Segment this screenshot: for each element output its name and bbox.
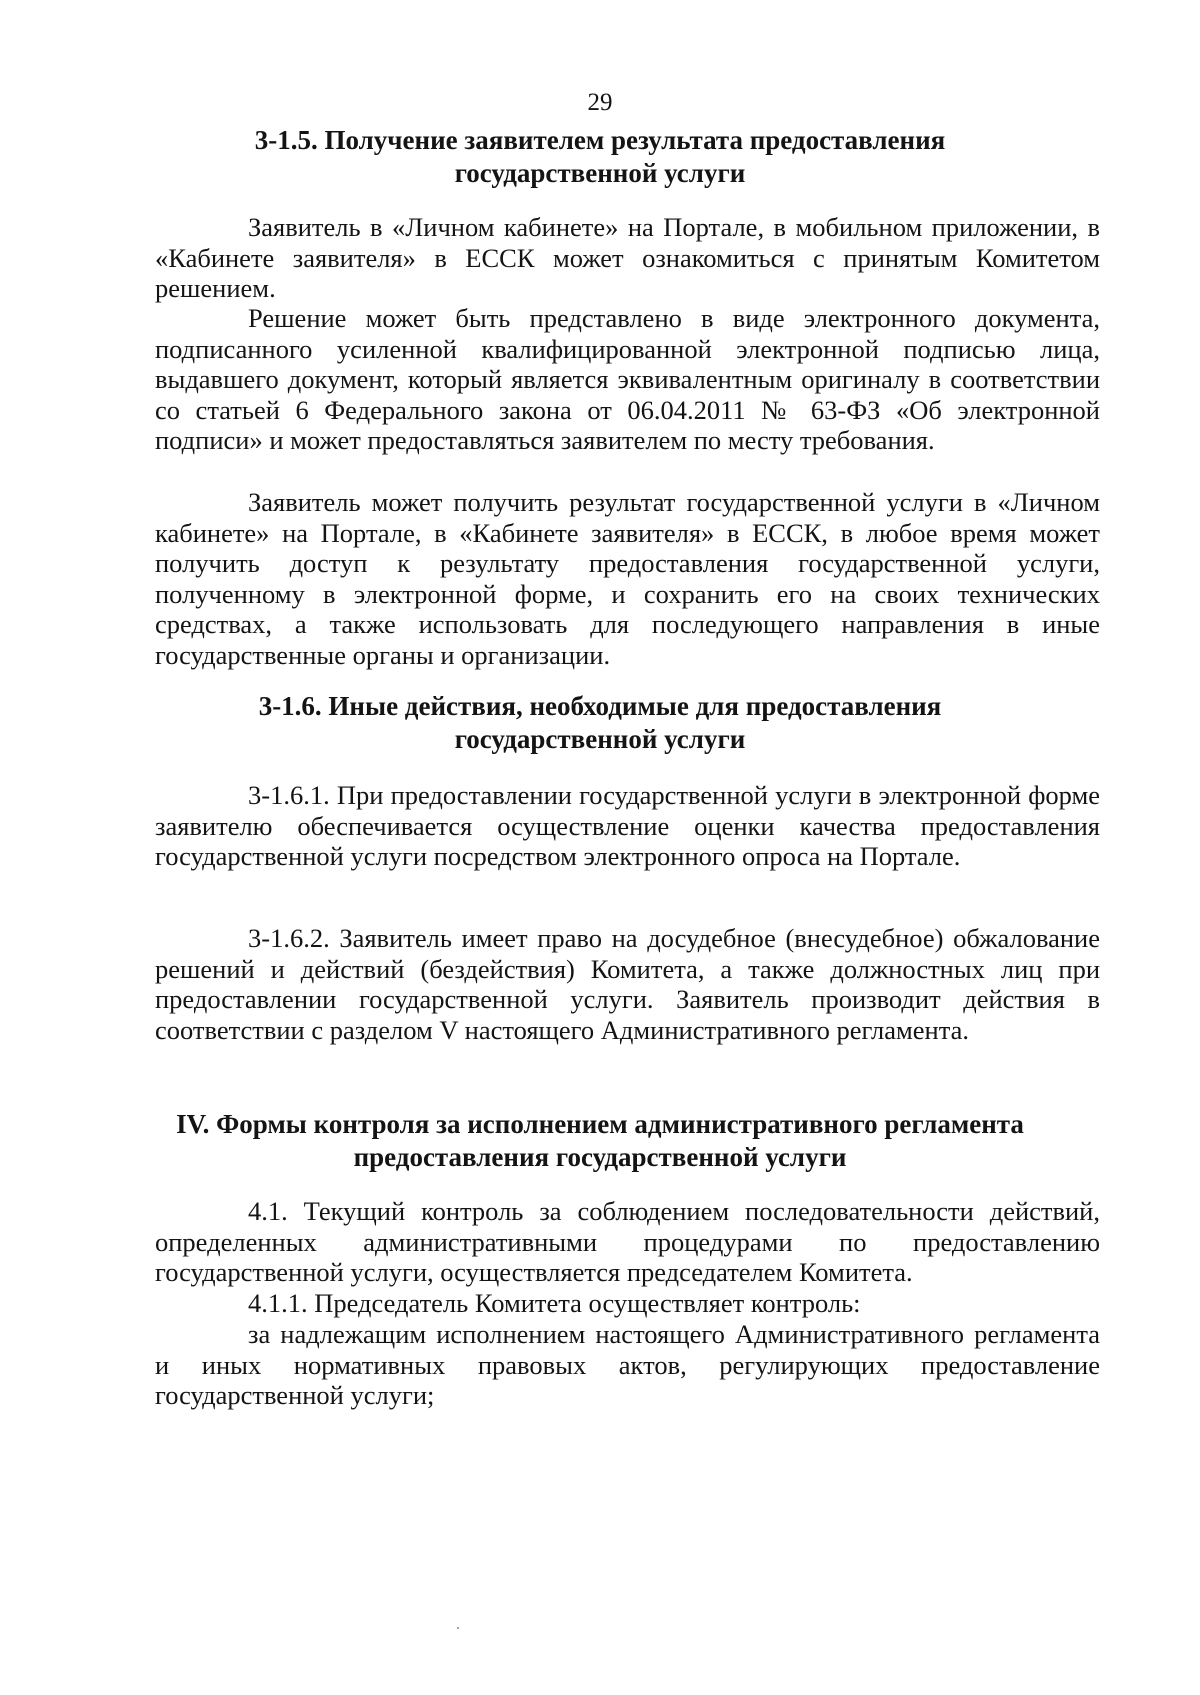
scan-speck bbox=[457, 1627, 459, 1629]
paragraph: 4.1. Текущий контроль за соблюдением последовательности действий, определенных административными процедурами по предоставлению государственной услуги, осуществляется председателем Комитета. bbox=[155, 1196, 1100, 1287]
paragraph: 3-1.6.1. При предоставлении государственной услуги в электронной форме заявителю обеспечивается осуществление оценки качества предоставления государственной услуги посредством электронного опроса на Портале. bbox=[155, 780, 1100, 871]
paragraph: 3-1.6.2. Заявитель имеет право на досудебное (внесудебное) обжалование решений и действий (бездействия) Комитета, а также должностных лиц при предоставлении государственной услуги. Заявитель производит действия в соответствии с разделом V настоящего Административного регламента. bbox=[155, 923, 1100, 1045]
heading-line: предоставления государственной услуги bbox=[353, 1142, 847, 1172]
paragraph: Заявитель в «Личном кабинете» на Портале, в мобильном приложении, в «Кабинете заявителя» в ЕССК может ознакомиться с принятым Комитетом решением. bbox=[155, 212, 1100, 303]
page-number: 29 bbox=[587, 89, 613, 116]
paragraph: Решение может быть представлено в виде электронного документа, подписанного усиленной квалифицированной электронной подписью лица, выдавшего документ, который является эквивалентным оригиналу в соответствии со статьей 6 Федерального закона от 06.04.2011 № 63-ФЗ «Об электронной подписи» и может предоставляться заявителем по месту требования. bbox=[155, 303, 1100, 455]
paragraph: Заявитель может получить результат государственной услуги в «Личном кабинете» на Портале, в «Кабинете заявителя» в ЕССК, в любое время может получить доступ к результату предоставления государственной услуги, полученному в электронной форме, и сохранить его на своих технических средствах, а также использовать для последующего направления в иные государственные органы и организации. bbox=[155, 487, 1100, 670]
heading-line: 3-1.5. Получение заявителем результата предоставления bbox=[254, 125, 946, 155]
section-heading-3-1-6 bbox=[150, 690, 1050, 756]
heading-line: 3-1.6. Иные действия, необходимые для предоставления bbox=[258, 691, 942, 721]
paragraph: 4.1.1. Председатель Комитета осуществляет контроль: bbox=[248, 1288, 861, 1318]
heading-line: IV. Формы контроля за исполнением административного регламента bbox=[176, 1109, 1024, 1139]
heading-line: государственной услуги bbox=[454, 158, 746, 188]
section-heading-3-1-5 bbox=[150, 124, 1050, 190]
paragraph: за надлежащим исполнением настоящего Административного регламента и иных нормативных правовых актов, регулирующих предоставление государственной услуги; bbox=[155, 1319, 1100, 1410]
section-heading-iv bbox=[100, 1108, 1100, 1174]
heading-line: государственной услуги bbox=[454, 724, 746, 754]
